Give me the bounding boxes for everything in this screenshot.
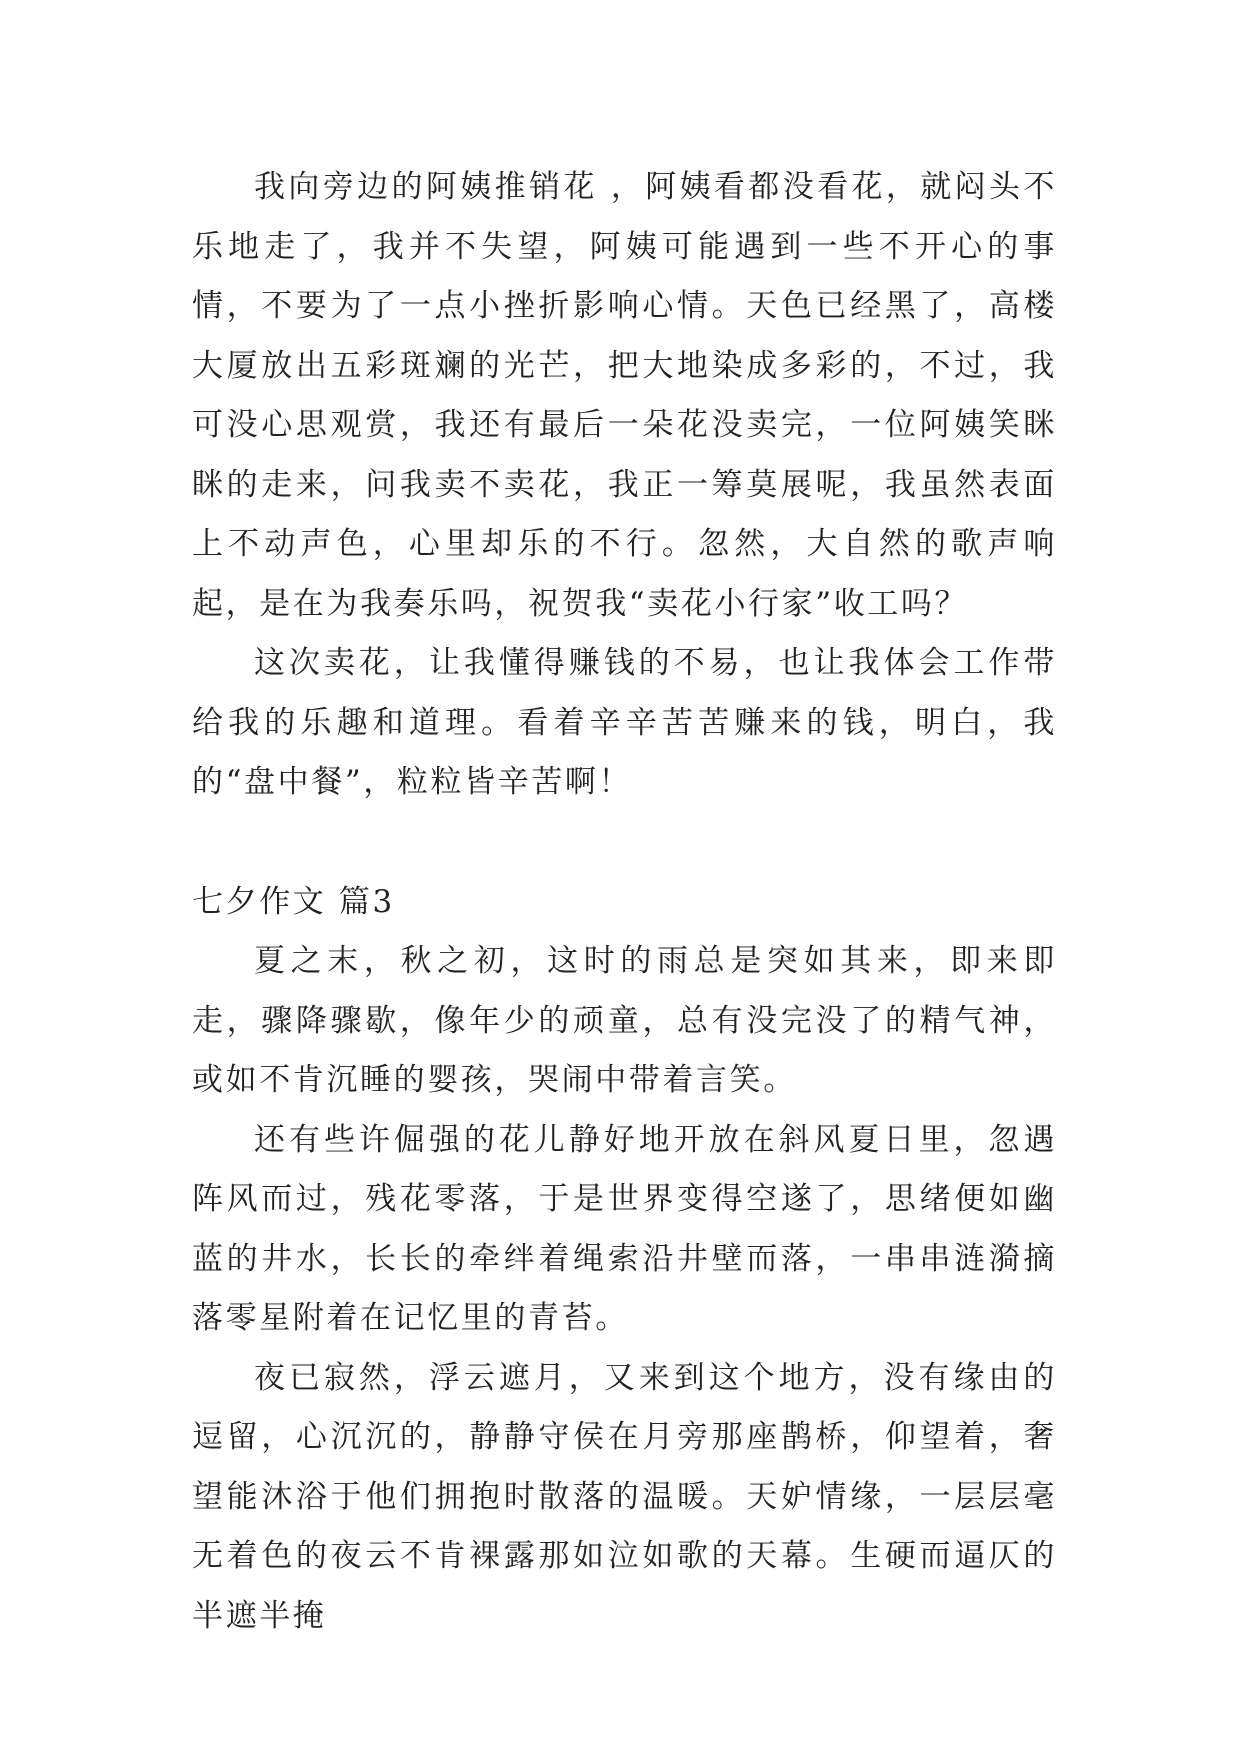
- paragraph: 夜已寂然，浮云遮月，又来到这个地方，没有缘由的逗留，心沉沉的，静静守侯在月旁那座鹊桥，仰望着，奢望能沐浴于他们拥抱时散落的温暖。天妒情缘，一层层毫无着色的夜云不肯裸露那如泣如歌的天幕。生硬而逼仄的半遮半掩: [192, 1359, 1057, 1634]
- document-body: [192, 158, 1057, 1646]
- paragraph: 夏之末，秋之初，这时的雨总是突如其来，即来即走，骤降骤歇，像年少的顽童，总有没完没了的精气神，或如不肯沉睡的婴孩，哭闹中带着言笑。: [192, 943, 1057, 1098]
- paragraph: 我向旁边的阿姨推销花 ，阿姨看都没看花，就闷头不乐地走了，我并不失望，阿姨可能遇到一些不开心的事情，不要为了一点小挫折影响心情。天色已经黑了，高楼大厦放出五彩斑斓的光芒，把大地染成多彩的，不过，我可没心思观赏，我还有最后一朵花没卖完，一位阿姨笑眯眯的走来，问我卖不卖花，我正一筹莫展呢，我虽然表面上不动声色，心里却乐的不行。忽然，大自然的歌声响起，是在为我奏乐吗，祝贺我“卖花小行家”收工吗？: [192, 169, 1057, 622]
- section-heading: 七夕作文 篇3: [192, 883, 395, 920]
- paragraph: 这次卖花，让我懂得赚钱的不易，也让我体会工作带给我的乐趣和道理。看着辛辛苦苦赚来的钱，明白，我的“盘中餐”，粒粒皆辛苦啊！: [192, 645, 1057, 800]
- paragraph: 还有些许倔强的花儿静好地开放在斜风夏日里，忽遇阵风而过，残花零落，于是世界变得空遂了，思绪便如幽蓝的井水，长长的牵绊着绳索沿井壁而落，一串串涟漪摘落零星附着在记忆里的青苔。: [192, 1121, 1057, 1336]
